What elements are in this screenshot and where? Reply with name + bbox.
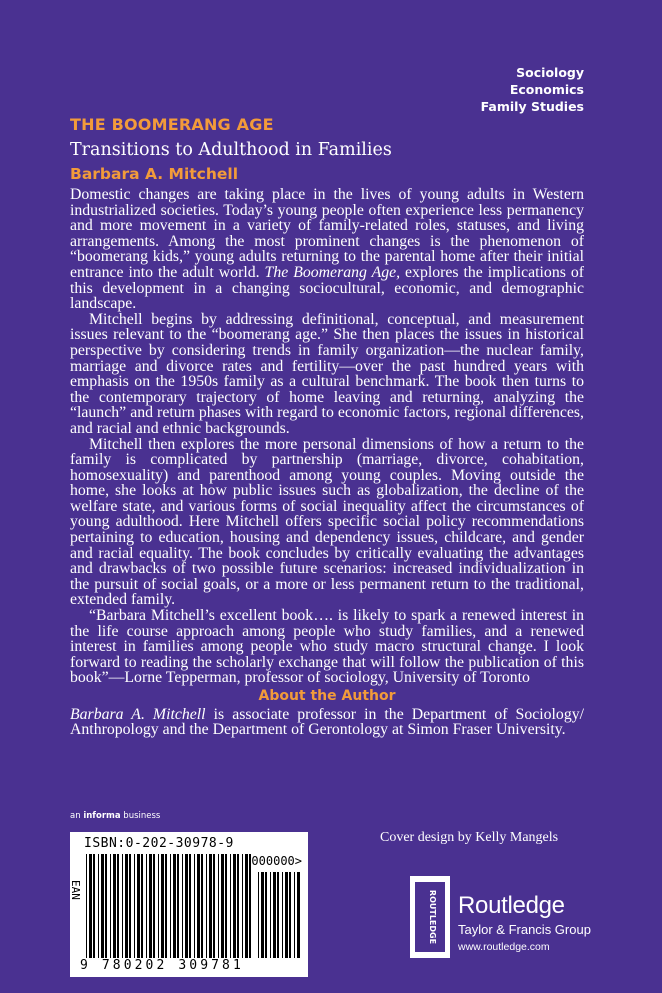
blurb-p1-text: Domestic changes are taking place in the lives of young adults in Western industrialized societies. Today’s young people often experience less permanency and more movement in a variety of family-related roles, statuses, and living arrangements. Among the most prominent changes is the phenomenon of “boomerang kids,” young adults returning to the parental home after their initial entrance into the adult world. [70,186,584,281]
barcode-bar [86,854,87,958]
isbn-text: ISBN:0-202-30978-9 [84,836,234,851]
barcode-bar [173,854,176,958]
barcode-bar [105,854,107,958]
barcode-bar [245,854,248,958]
barcode-bar [177,854,179,958]
barcode-bar [249,854,251,958]
ean-digits: 9 780202 309781 [80,958,244,973]
barcode-bar [185,854,188,958]
barcode-bar [146,854,147,958]
book-author: Barbara A. Mitchell [70,165,239,183]
barcode-bar [113,854,116,958]
routledge-logo-text: ROUTLEDGE [428,889,437,945]
barcode-bar [218,854,219,958]
barcode [70,832,308,977]
barcode-bar [233,854,236,958]
routledge-logo-icon [410,876,450,958]
about-author-text [70,707,584,738]
barcode-bar [158,854,159,958]
publisher-name: Routledge [458,892,565,919]
barcode-bar [165,854,167,958]
barcode-bar [125,854,128,958]
barcode-bar [117,854,119,958]
barcode-bar [101,854,104,958]
blurb-paragraph-3: Mitchell then explores the more personal dimensions of how a return to the family is complicated by partnership (marriage, divorce, cohabitation, homosexuality) and parenthood among young couples. Moving outside the home, she looks at how public issues such as globalization, the decline of the welfare state, and various forms of social inequality affect the circumstances of young adulthood. Here Mitchell offers specific social policy recommendations pertaining to education, housing and dependency issues, childcare, and gender and racial equality. The book concludes by critically evaluating the advantages and drawbacks of two possible future scenarios: increased individualization in the pursuit of social goals, or a more or less permanent return to the traditional, extended family. [70,435,584,609]
subject-family-studies: Family Studies [480,99,584,114]
about-author-heading: About the Author [258,688,396,704]
barcode-bar [134,854,135,958]
barcode-bar [285,872,288,958]
barcode-bar [137,854,140,958]
barcode-bar [289,872,291,958]
informa-prefix: an [70,811,84,821]
barcode-bar [206,854,207,958]
blurb [70,187,584,738]
barcode-bar [149,854,152,958]
blurb-paragraph-4-review: “Barbara Mitchell’s excellent book…. is likely to spark a renewed interest in the life course approach among people who study families, and a renewed interest in families among people who study macro structural change. I look forward to reading the scholarly exchange that will follow the publication of this book”—Lorne Tepperman, professor of sociology, University of Toronto [70,607,584,687]
ean-label: EAN [69,880,82,900]
barcode-bar [213,854,215,958]
barcode-bar [161,854,164,958]
barcode-bar [170,854,171,958]
book-subtitle: Transitions to Adulthood in Families [70,140,392,160]
barcode-bar [282,872,283,958]
about-author-name: Barbara A. Mitchell [70,705,206,723]
publisher-group: Taylor & Francis Group [458,922,591,937]
blurb-p1-text-end: explores the implications of this development in a changing sociocultural, economic, and demographic landscape. [70,263,584,313]
informa-suffix: business [120,811,161,821]
barcode-bar [98,854,99,958]
addon-barcode-bars [258,872,302,958]
barcode-bar [294,872,295,958]
barcode-bar [129,854,131,958]
barcode-bar [225,854,227,958]
book-title: THE BOOMERANG AGE [70,115,274,134]
barcode-bar [122,854,123,958]
subject-economics: Economics [509,82,584,97]
cover-design-credit: Cover design by Kelly Mangels [380,830,559,845]
subject-sociology: Sociology [516,65,584,80]
barcode-bar [194,854,195,958]
informa-brand: informa [83,811,121,821]
barcode-bar [258,872,259,958]
barcode-bar [93,854,95,958]
barcode-bar [277,872,279,958]
barcode-bar [201,854,203,958]
barcode-bar [261,872,264,958]
barcode-bar [221,854,224,958]
barcode-bar [297,872,300,958]
barcode-bar [209,854,212,958]
barcode-addon-digits: 000000> [251,854,302,868]
blurb-p1-book-title: The Boomerang Age, [264,263,401,281]
barcode-bar [230,854,231,958]
barcode-bar [189,854,191,958]
barcode-bar [237,854,239,958]
barcode-bar [270,872,271,958]
barcode-bar [273,872,276,958]
barcode-bar [141,854,143,958]
publisher-url: www.routledge.com [458,941,550,953]
barcode-bar [242,854,243,958]
barcode-bar [265,872,267,958]
ean-barcode-bars [86,854,254,958]
barcode-bar [89,854,92,958]
barcode-bar [153,854,155,958]
subject-categories [481,64,584,115]
barcode-bar [110,854,111,958]
barcode-bar [197,854,200,958]
informa-business-mark [70,811,160,821]
about-author-bio: is associate professor in the Department of Sociology/ Anthropology and the Department of Gerontology at Simon Fraser University. [70,705,584,739]
barcode-bar [182,854,183,958]
blurb-paragraph-2: Mitchell begins by addressing definitional, conceptual, and measurement issues relevant to the “boomerang age.” She then places the issues in historical perspective by considering trends in family organization—the nuclear family, marriage and divorce rates and fertility—over the past hundred years with emphasis on the 1950s family as a cultural benchmark. The book then turns to the contemporary trajectory of home leaving and returning, analyzing the “launch” and return phases with regard to economic factors, regional differences, and racial and ethnic backgrounds. [70,310,584,437]
blurb-paragraph-1 [70,187,584,312]
